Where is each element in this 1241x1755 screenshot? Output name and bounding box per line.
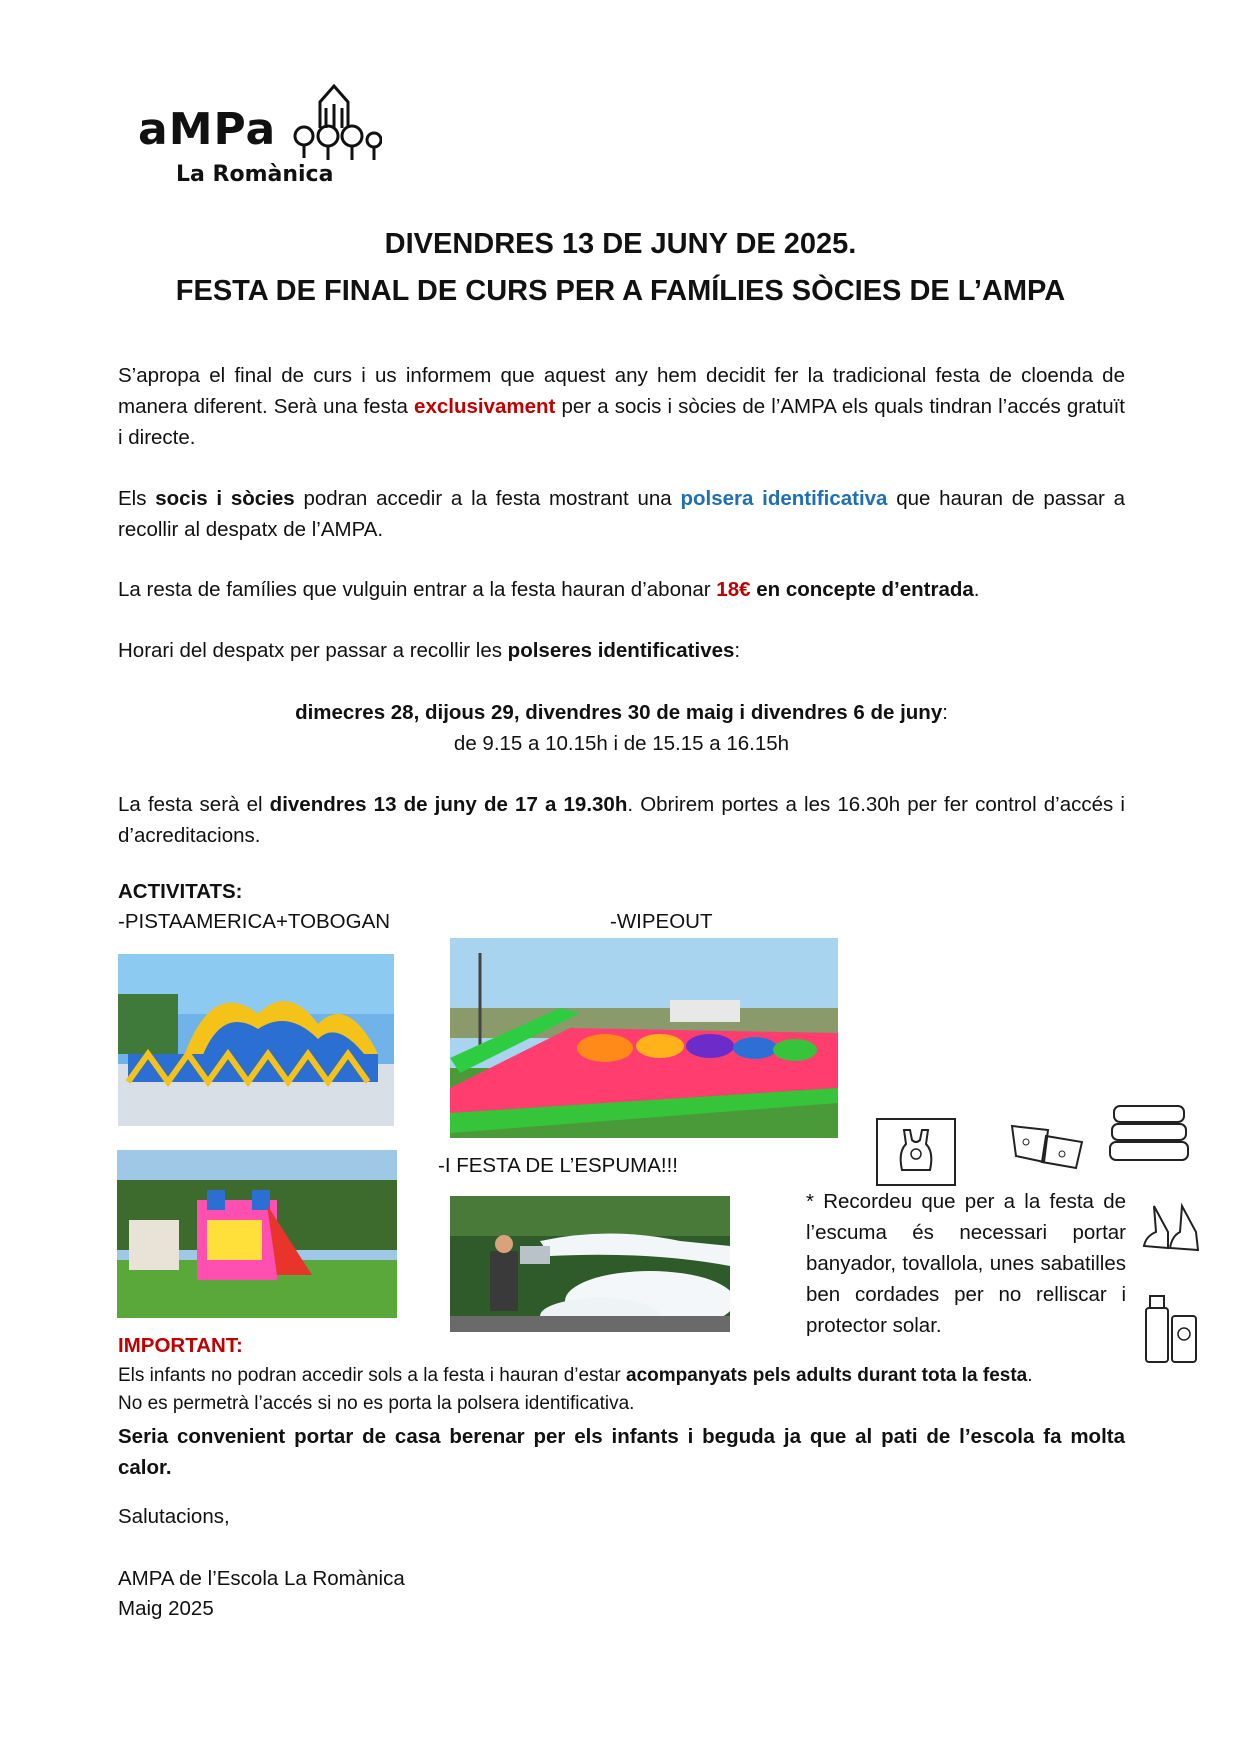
title-line-1: DIVENDRES 13 DE JUNY DE 2025. — [384, 228, 857, 260]
intro-text-a: S’apropa el final de curs i us informem que aquest any hem decidit fer la tradicional festa de cloenda de manera diferent. Serà una festa — [118, 364, 1125, 418]
price-text-b: . — [973, 578, 980, 601]
towels-icon — [1104, 1096, 1194, 1170]
bracelet-paragraph — [118, 483, 1125, 545]
exclusive-highlight: exclusivament — [414, 395, 556, 418]
activity-foam-label: -I FESTA DE L’ESPUMA!!! — [438, 1154, 678, 1177]
title-line-2: FESTA DE FINAL DE CURS PER A FAMÍLIES SÒCIES DE L’AMPA — [175, 275, 1066, 307]
bracelet-text-b: podran accedir a la festa mostrant una — [294, 487, 681, 510]
schedule-days — [118, 697, 1125, 728]
closing-signature: AMPA de l’Escola La Romànica — [118, 1567, 405, 1590]
logo — [138, 84, 378, 196]
schedule-colon: : — [942, 701, 948, 724]
important-line-1 — [118, 1362, 1125, 1390]
schedule-intro-bold: polseres identificatives — [507, 639, 735, 662]
important-line-3: Seria convenient portar de casa berenar per els infants i beguda ja que al pati de l’escola fa molta calor. — [118, 1425, 1125, 1479]
bouncy-castle-photo — [117, 1150, 397, 1318]
price-value: 18€ — [716, 578, 751, 601]
activity-wipeout-label: -WIPEOUT — [610, 910, 713, 933]
bracelet-text-c: que hauran de passar a recollir al despatx de l’AMPA. — [118, 487, 1126, 541]
schedule-intro-b: : — [734, 639, 741, 662]
activity-pista-label: -PISTAAMERICA+TOBOGAN — [118, 910, 391, 933]
sunscreen-icon — [1138, 1290, 1204, 1366]
important-heading: IMPORTANT: — [118, 1334, 243, 1357]
important-line-1c: . — [1027, 1365, 1033, 1386]
schedule-days-text: dimecres 28, dijous 29, divendres 30 de maig i divendres 6 de juny — [295, 701, 943, 724]
foam-party-photo — [450, 1196, 730, 1332]
price-paragraph — [118, 574, 1125, 605]
swimsuit-icon — [876, 1118, 956, 1186]
logo-castle-trees-icon — [290, 84, 382, 166]
price-bold: en concepte d’entrada — [750, 578, 974, 601]
bracelet-text-a: Els — [118, 487, 156, 510]
shoes-icon — [1138, 1202, 1206, 1262]
schedule-hours: de 9.15 a 10.15h i de 15.15 a 16.15h — [453, 732, 790, 755]
members-bold: socis i sòcies — [155, 487, 295, 510]
logo-subtitle: La Romànica — [176, 162, 334, 187]
flip-flops-icon — [1006, 1116, 1086, 1172]
bracelet-highlight: polsera identificativa — [680, 487, 888, 510]
reminder-note: * Recordeu que per a la festa de l’escuma és necessari portar banyador, tovallola, unes sabatilles ben cordades per no relliscar i protector solar. — [806, 1190, 1126, 1337]
intro-paragraph — [118, 360, 1125, 453]
closing-date: Maig 2025 — [118, 1597, 214, 1620]
logo-wordmark: aMPa — [138, 104, 277, 155]
important-line-2: No es permetrà l’accés si no es porta la polsera identificativa. — [118, 1393, 635, 1414]
activities-heading: ACTIVITATS: — [118, 880, 243, 903]
party-time-paragraph — [118, 789, 1125, 851]
party-time-a: La festa serà el — [118, 793, 270, 816]
schedule-intro-a: Horari del despatx per passar a recollir les — [118, 639, 508, 662]
important-line-1b: acompanyats pels adults durant tota la festa — [626, 1365, 1028, 1386]
intro-text-b: per a socis i sòcies de l’AMPA els quals tindran l’accés gratuït i directe. — [118, 395, 1125, 449]
obstacle-course-photo — [118, 954, 394, 1126]
closing-greeting: Salutacions, — [118, 1505, 230, 1528]
schedule-intro — [118, 635, 1125, 666]
party-time-b: . Obrirem portes a les 16.30h per fer control d’accés i d’acreditacions. — [118, 793, 1125, 847]
wipeout-photo — [450, 938, 838, 1138]
party-time-bold: divendres 13 de juny de 17 a 19.30h — [269, 793, 628, 816]
important-line-1a: Els infants no podran accedir sols a la festa i hauran d’estar — [118, 1365, 627, 1386]
price-text-a: La resta de famílies que vulguin entrar a la festa hauran d’abonar — [118, 578, 717, 601]
